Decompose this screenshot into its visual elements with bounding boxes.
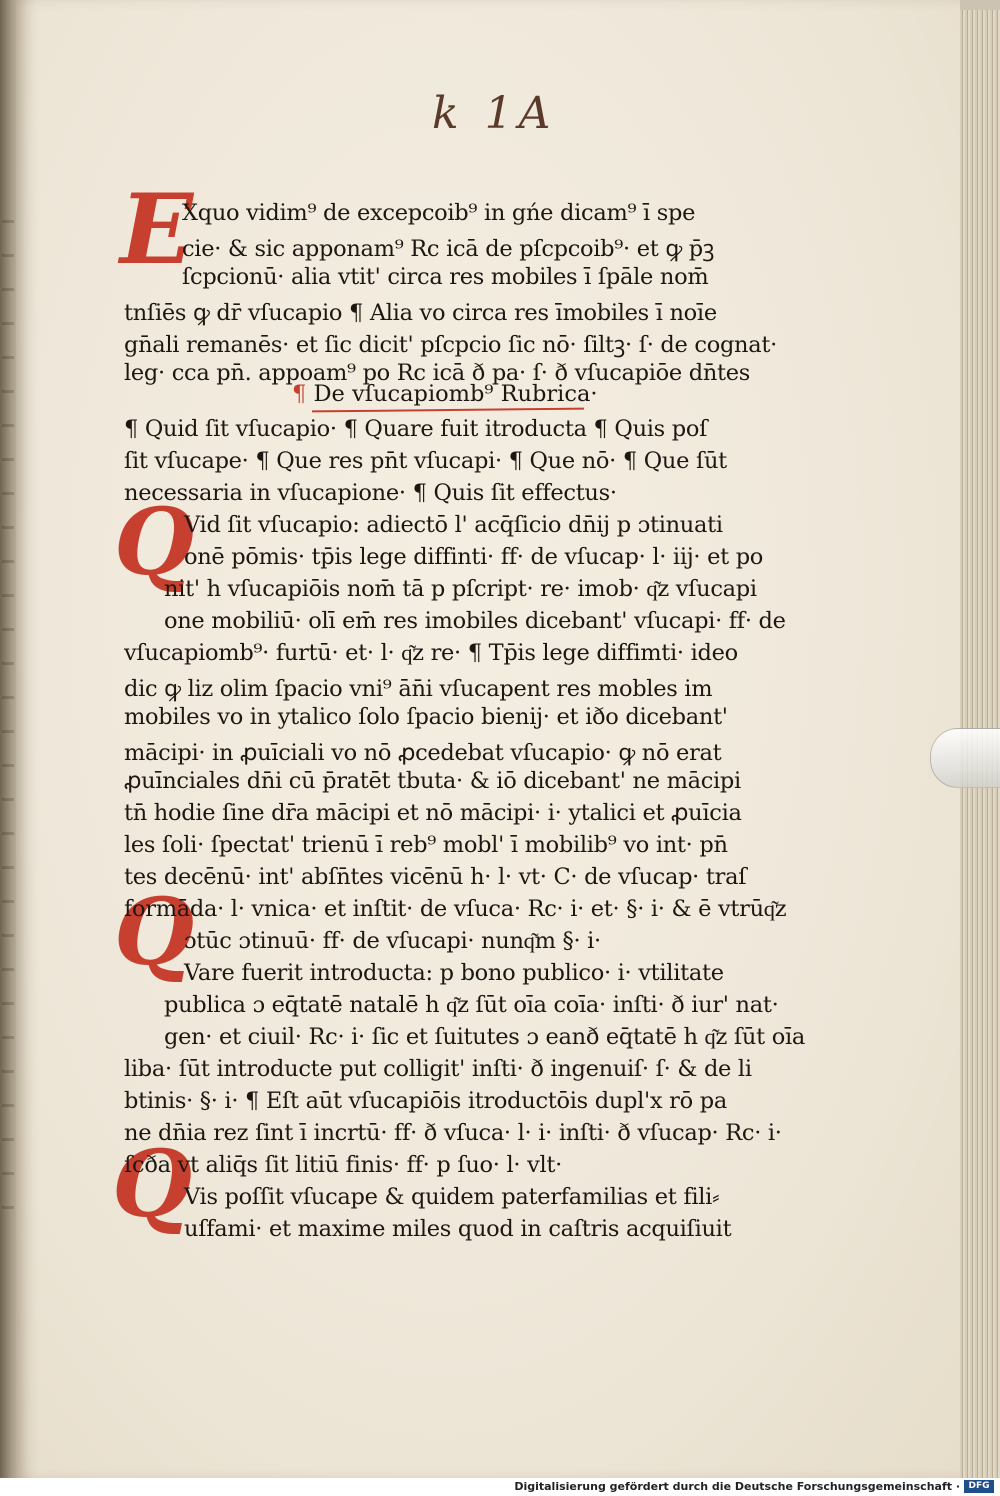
text-line: les ſoli· ſpectat' trienū ī reb⁹ mobl' ī mobilib⁹ vo int· pn̄ — [124, 832, 728, 858]
text-line: ne dn̄ia rez ſint ī incrtū· ff· ð vſuca· l· i· inſti· ð vſucap· Rc· i· — [124, 1120, 782, 1146]
rubric-initial-q: Q — [114, 488, 195, 596]
previous-leaf-text-traces — [2, 220, 14, 1220]
text-line: Vare fuerit introducta: p bono publico· i· vtilitate — [184, 960, 724, 986]
funding-credit: Digitalisierung gefördert durch die Deutsche Forschungsgemeinschaft · — [514, 1480, 960, 1493]
heading-underline — [312, 408, 584, 413]
text-line: ſit vſucape· ¶ Que res pn̄t vſucapi· ¶ Que nō· ¶ Que ſūt — [124, 448, 727, 474]
rubric-heading — [292, 381, 598, 407]
paragraph-mark: ¶ — [292, 381, 307, 407]
text-line: dic ꝙ liz olim ſpacio vni⁹ ān̄i vſucapent res mobles im — [124, 676, 713, 702]
text-line: leg· cca pn̄. appoam⁹ po Rc icā ð pa· ſ· ð vſucapiōe dn̄tes — [124, 360, 751, 386]
text-line: nit' h vſucapiōis nom̄ tā p pſcript· re· imob· q͂z vſucapi — [164, 576, 757, 602]
text-line: Xquo vidim⁹ de excepcoib⁹ in gńe dicam⁹ ī spe — [182, 200, 696, 226]
text-line: necessaria in vſucapione· ¶ Quis ſit effectus· — [124, 480, 617, 506]
text-line: gn̄ali remanēs· et ſic dicit' pſcpcio ſic nō· ſiltꝫ· ſ· de cognat· — [124, 332, 777, 358]
text-line: cie· & sic apponam⁹ Rc icā de pſcpcoib⁹· et ꝙ p̄ꝫ — [182, 236, 715, 262]
text-line: uſfami· et maxime miles quod in caſtris acquiſiuit — [184, 1216, 732, 1242]
folio-marking: k 1A — [432, 88, 557, 139]
text-line: tnſiēs ꝙ dr̄ vſucapio ¶ Alia vo circa res īmobiles ī noīe — [124, 300, 717, 326]
text-line: Vid ſit vſucapio: adiectō l' acq̄ſicio dn̄ij p ɔtinuati — [184, 512, 723, 538]
text-line: tes decēnū· int' abſn̄tes vicēnū h· l· vt· C· de vſucap· traſ — [124, 864, 747, 890]
text-line: onē pōmis· tp̄is lege diffinti· ff· de vſucap· l· iij· et po — [184, 544, 764, 570]
text-line: btinis· §· i· ¶ Eſt aūt vſucapiōis itroductōis dupl'x rō pa — [124, 1088, 727, 1114]
text-line: formāda· l· vnica· et inſtit· de vſuca· Rc· i· et· §· i· & ē vtrūq͂z — [124, 896, 787, 922]
dfg-logo: DFG — [964, 1480, 994, 1493]
text-line: ſcða vt aliq̄s ſit litiū finis· ff· p ſuo· l· vlt· — [124, 1152, 562, 1178]
text-line: vſucapiomb⁹· furtū· et· l· q͂z re· ¶ Tp̄is lege diffimti· ideo — [124, 640, 738, 666]
text-line: publica ɔ eq̄tatē natalē h q͂z ſūt oīa coīa· inſti· ð iur' nat· — [164, 992, 779, 1018]
text-line: Vis poſſit vſucape & quidem paterfamilias et fili⸗ — [184, 1184, 720, 1210]
text-line: gen· et ciuil· Rc· i· ſic et ſuitutes ɔ eanð eq̄tatē h q͂z ſūt oīa — [164, 1024, 805, 1050]
page-clip — [930, 728, 1000, 788]
text-line: ſcpcionū· alia vtit' circa res mobiles ī ſpāle nom̄ — [182, 264, 709, 290]
text-line: ꝓuīnciales dn̄i cū p̄ratēt tbuta· & iō dicebant' ne mācipi — [124, 768, 741, 794]
heading-text: De vſucapiomb⁹ Rubrica· — [313, 381, 598, 407]
text-line: ¶ Quid ſit vſucapio· ¶ Quare fuit itroducta ¶ Quis poſ — [124, 416, 708, 442]
text-line: mācipi· in ꝓuīciali vo nō ꝓcedebat vſucapio· ꝙ nō erat — [124, 740, 722, 766]
text-line: one mobiliū· olī em̄ res imobiles dicebant' vſucapi· ff· de — [164, 608, 786, 634]
rubric-initial-q: Q — [114, 878, 195, 986]
text-line: mobiles vo in ytalico ſolo ſpacio bienij· et iðo dicebant' — [124, 704, 728, 730]
rubric-initial-q: Q — [112, 1130, 193, 1238]
text-line: tn̄ hodie ſine dr̄a mācipi et nō mācipi· i· ytalici et ꝓuīcia — [124, 800, 742, 826]
manuscript-page — [16, 0, 960, 1478]
text-line: ɔtūc ɔtinuū· ff· de vſucapi· nunq͂m §· i· — [184, 928, 601, 954]
rubric-initial-e: E — [120, 173, 194, 286]
text-line: liba· ſūt introducte put colligit' inſti· ð ingenuiſ· ſ· & de li — [124, 1056, 752, 1082]
